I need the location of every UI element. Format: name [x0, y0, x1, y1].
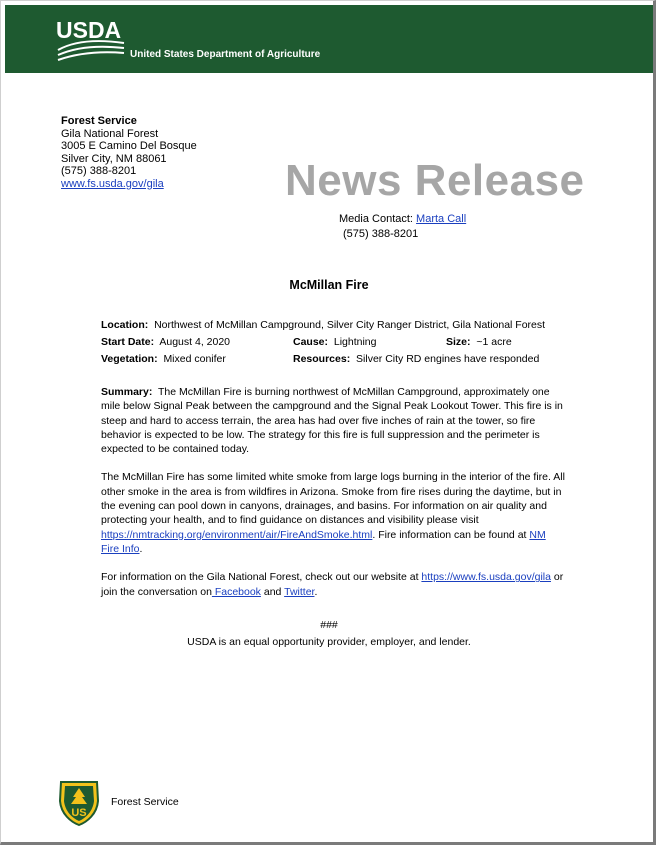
smoke-mid-text: . Fire information can be found at: [372, 528, 530, 541]
department-name: United States Department of Agriculture: [130, 49, 321, 60]
size-value: ~1 acre: [476, 336, 512, 348]
media-contact-phone: (575) 388-8201: [343, 228, 419, 240]
org-name: Forest Service: [61, 115, 137, 127]
start-label: Start Date:: [101, 336, 155, 348]
news-release-heading: News Release: [285, 156, 585, 205]
gila-info-end-text: .: [314, 585, 318, 598]
cause-label: Cause:: [293, 336, 329, 348]
usda-logo-text: USDA: [56, 17, 122, 43]
shield-letters: US: [71, 807, 87, 819]
smoke-end-text: .: [139, 542, 143, 555]
footer-forest-service: Forest Service: [111, 796, 179, 808]
city-address: Silver City, NM 88061: [61, 152, 167, 165]
gila-info-mid-text: or join the conversation on: [101, 571, 564, 598]
start-value: August 4, 2020: [159, 336, 231, 348]
smoke-text: The McMillan Fire has some limited white smoke from large logs burning in the interior of the fire. All other smoke in the area is from wildfires in Arizona. Smoke from fire rises during the daytime, but in the evening can pool down in canyons, drainages, and basins. For information on air quality and protecting your health, and to find guidance on distances and visibility please visit: [101, 471, 565, 527]
release-body: [101, 385, 566, 613]
media-contact-label: Media Contact:: [339, 213, 417, 225]
gila-website-link[interactable]: https://www.fs.usda.gov/gila: [421, 571, 551, 584]
twitter-link[interactable]: Twitter: [284, 585, 315, 598]
gila-info-paragraph: [101, 570, 566, 599]
usda-header-banner: [5, 5, 653, 73]
veg-value: Mixed conifer: [163, 353, 226, 365]
media-contact: [339, 212, 466, 242]
fire-details: [101, 317, 571, 368]
size-label: Size:: [446, 336, 471, 348]
smoke-paragraph: [101, 470, 566, 556]
cause-value: Lightning: [333, 336, 377, 348]
summary-text: The McMillan Fire is burning northwest of McMillan Campground, approximately one mile below Signal Peak between the campground and the Signal Peak Lookout Tower. This fire is in steep and hard to access terrain, the area has had over five inches of rain at the tower, so fire behavior is expected to be low. The strategy for this fire is full suppression and the perimeter is expected to be contained today.: [101, 386, 563, 456]
phone-number: (575) 388-8201: [61, 165, 137, 177]
location-value: Northwest of McMillan Campground, Silver City Ranger District, Gila National Forest: [154, 319, 546, 331]
media-contact-name-link[interactable]: Marta Call: [416, 213, 467, 225]
resources-value: Silver City RD engines have responded: [356, 353, 540, 365]
street-address: 3005 E Camino Del Bosque: [61, 140, 197, 152]
veg-resources-row: [101, 351, 571, 368]
facebook-link[interactable]: Facebook: [211, 585, 261, 598]
location-label: Location:: [101, 319, 149, 331]
nm-fire-info-link[interactable]: NM Fire Info: [101, 528, 546, 555]
website-link[interactable]: www.fs.usda.gov/gila: [61, 177, 164, 190]
resources-label: Resources:: [293, 353, 351, 365]
nmtracking-link[interactable]: https://nmtracking.org/environment/air/FireAndSmoke.html: [101, 528, 373, 541]
location-row: [101, 317, 571, 334]
forest-service-shield-icon: [57, 779, 101, 827]
summary-paragraph: [101, 385, 566, 456]
start-cause-size-row: [101, 334, 571, 351]
gila-info-text: For information on the Gila National Forest, check out our website at: [101, 571, 422, 584]
end-mark: ###: [320, 619, 338, 631]
veg-label: Vegetation:: [101, 353, 158, 365]
address-block: [61, 115, 197, 190]
forest-name: Gila National Forest: [61, 127, 159, 140]
gila-info-and-text: and: [260, 585, 285, 598]
summary-label: Summary:: [101, 386, 153, 398]
release-title: McMillan Fire: [289, 278, 369, 292]
equal-opportunity-statement: USDA is an equal opportunity provider, employer, and lender.: [187, 636, 471, 648]
